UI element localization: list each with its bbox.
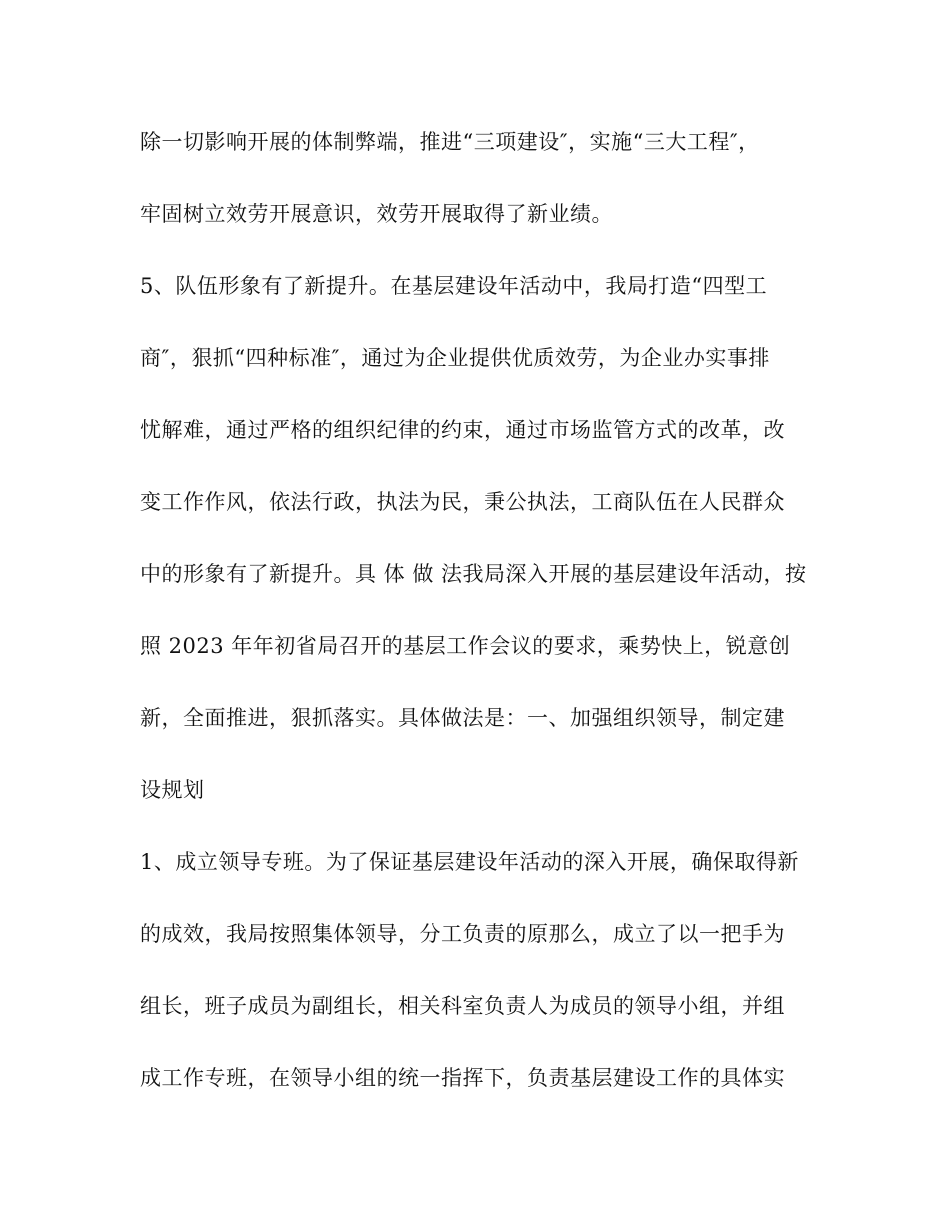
text-line: 忧解难，通过严格的组织纪律的约束，通过市场监管方式的改革，改	[140, 418, 785, 442]
text-line: 照 2023 年年初省局召开的基层工作会议的要求，乘势快上，锐意创	[140, 634, 791, 658]
text-line: 新，全面推进，狠抓落实。具体做法是：一、加强组织领导，制定建	[140, 706, 785, 730]
text-line: 成工作专班，在领导小组的统一指挥下，负责基层建设工作的具体实	[140, 1066, 785, 1090]
text-line: 变工作作风，依法行政，执法为民，秉公执法，工商队伍在人民群众	[140, 490, 785, 514]
text-line: 除一切影响开展的体制弊端，推进“三项建设″，实施“三大工程″，	[140, 130, 760, 154]
text-line: 组长，班子成员为副组长，相关科室负责人为成员的领导小组，并组	[140, 994, 785, 1018]
text-line: 商″，狠抓“四种标准″，通过为企业提供优质效劳，为企业办实事排	[140, 346, 770, 370]
text-line: 牢固树立效劳开展意识，效劳开展取得了新业绩。	[140, 202, 613, 226]
text-line: 5、队伍形象有了新提升。在基层建设年活动中，我局打造“四型工	[140, 274, 768, 298]
text-line: 设规划	[140, 778, 205, 802]
text-line: 的成效，我局按照集体领导，分工负责的原那么，成立了以一把手为	[140, 922, 785, 946]
text-line: 中的形象有了新提升。具 体 做 法我局深入开展的基层建设年活动，按	[140, 562, 807, 586]
text-line: 1、成立领导专班。为了保证基层建设年活动的深入开展，确保取得新	[140, 850, 799, 874]
